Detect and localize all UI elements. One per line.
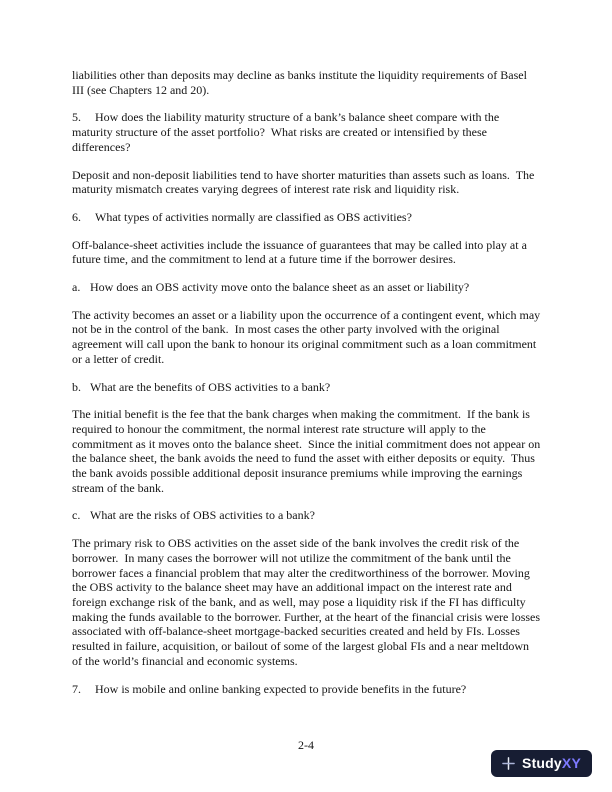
answer-c: The primary risk to OBS activities on the asset side of the bank involves the credit risk of the borrower. In many cases the borrower will not utilize the commitment of the bank until the borrower faces a financial problem that may alter the creditworthiness of the borrower. Moving the OBS activity to the balance sheet may have an additional impact on the interest rate and foreign exchange risk of the bank, and as well, may pose a liquidity risk if the FI has difficulty making the funds available to the borrower. Further, at the heart of the financial crisis were losses associated with off-balance-sheet mortgage-backed securities created and held by FIs. Losses resulted in failure, acquisition, or bailout of some of the largest global FIs and a near meltdown of the world’s financial and economic systems. [72,536,544,668]
answer-5: Deposit and non-deposit liabilities tend to have shorter maturities than assets such as loans. The maturity mismatch creates varying degrees of interest rate risk and liquidity risk. [72,167,538,197]
question-6-text: What types of activities normally are classified as OBS activities? [95,209,412,224]
question-5-text: How does the liability maturity structure of a bank’s balance sheet compare with the maturity structure of the asset portfolio? What risks are created or intensified by these differences? [72,110,503,154]
question-7-text: How is mobile and online banking expected to provide benefits in the future? [95,681,467,696]
sub-question-a-label: a. [72,280,81,295]
sub-question-c-label: c. [72,508,81,523]
question-5 [72,110,541,154]
page-number: 2-4 [298,738,314,752]
logo-text [522,750,581,777]
sub-question-c-text: What are the risks of OBS activities to a bank? [90,508,315,523]
question-7-number: 7. [72,681,81,696]
sub-question-c [72,508,541,523]
sub-question-b [72,380,541,395]
answer-b: The initial benefit is the fee that the bank charges when making the commitment. If the bank is required to honour the commitment, the normal interest rate structure will apply to the commitment as it moves onto the balance sheet. Since the initial commitment does not appear on the balance sheet, the bank avoids the need to fund the asset with either deposits or equity. Thus the bank avoids possible additional deposit insurance premiums while improving the earnings stream of the bank. [72,407,544,495]
studyxy-logo [491,750,592,777]
answer-a: The activity becomes an asset or a liability upon the occurrence of a contingent event, which may not be in the control of the bank. In most cases the other party involved with the original agreement will call upon the bank to honour its original commitment such as a loan commitment or a letter of credit. [72,307,544,366]
sub-question-a-text: How does an OBS activity move onto the balance sheet as an asset or liability? [90,280,470,295]
logo-text-xy: XY [561,755,581,771]
answer-6: Off-balance-sheet activities include the issuance of guarantees that may be called into play at a future time, and the commitment to lend at a future time if the borrower desires. [72,237,530,267]
sub-question-b-label: b. [72,379,81,394]
logo-text-study: Study [522,755,562,771]
intro-paragraph: liabilities other than deposits may decline as banks institute the liquidity requirements of Basel III (see Chapters 12 and 20). [72,68,530,97]
plus-icon [502,757,515,770]
question-6-number: 6. [72,209,81,224]
question-6 [72,210,541,225]
question-5-number: 5. [72,110,81,125]
document-body [72,68,544,709]
sub-question-b-text: What are the benefits of OBS activities to a bank? [90,379,331,394]
sub-question-a [72,280,541,295]
question-7 [72,682,541,697]
